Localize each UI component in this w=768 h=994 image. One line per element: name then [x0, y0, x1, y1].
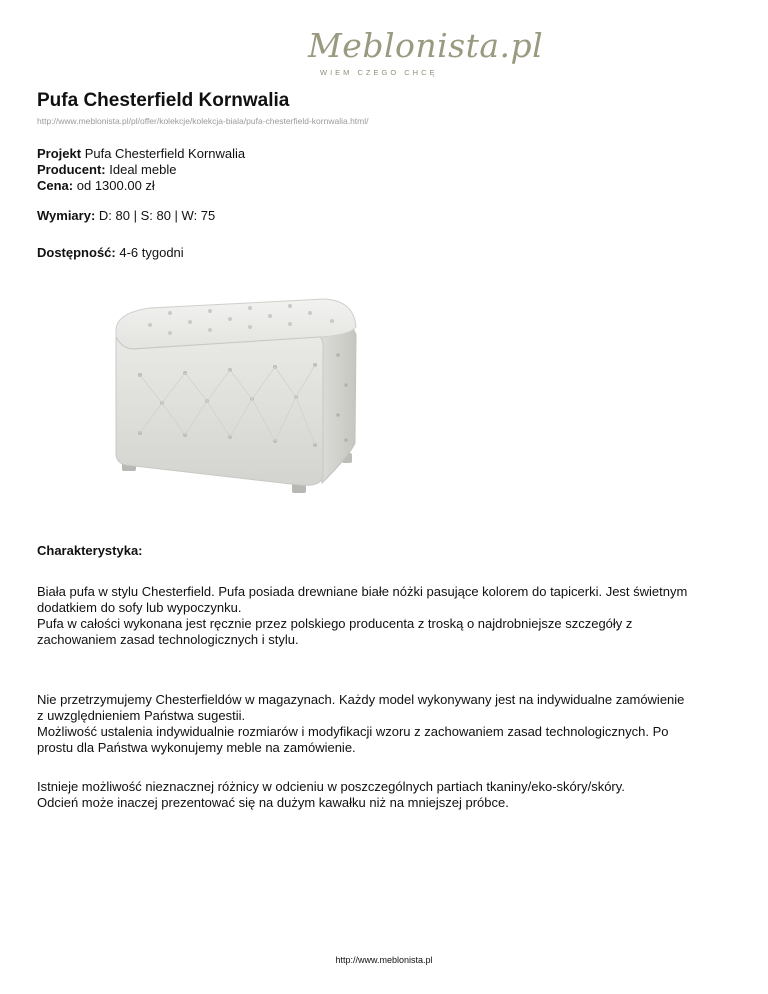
field-producent — [37, 162, 176, 178]
paragraph-line: Pufa w całości wykonana jest ręcznie przez polskiego producenta z troską o najdrobniejsze szczegóły z — [37, 616, 633, 631]
description-paragraph-1 — [37, 584, 737, 648]
value-wymiary: D: 80 | S: 80 | W: 75 — [98, 208, 216, 223]
value-dostepnosc: 4-6 tygodni — [119, 245, 184, 260]
page-title: Pufa Chesterfield Kornwalia — [37, 90, 290, 111]
label-wymiary: Wymiary: — [37, 208, 96, 223]
label-producent: Producent: — [37, 162, 106, 177]
logo-wordmark: Meblonista.pl — [308, 26, 544, 65]
paragraph-line: dodatkiem do sofy lub wypoczynku. — [37, 600, 242, 615]
label-cena: Cena: — [37, 178, 74, 193]
paragraph-line: Nie przetrzymujemy Chesterfieldów w magazynach. Każdy model wykonywany jest na indywidualne zamówienie — [37, 692, 685, 707]
meblonista-logo — [0, 26, 768, 82]
value-producent: Ideal meble — [109, 162, 177, 177]
footer-url[interactable]: http://www.meblonista.pl — [335, 955, 433, 965]
description-paragraph-2 — [37, 692, 737, 756]
product-url[interactable]: http://www.meblonista.pl/pl/offer/kolekcje/kolekcja-biala/pufa-chesterfield-kornwalia.html/ — [37, 116, 369, 126]
field-wymiary — [37, 208, 215, 224]
paragraph-line: Możliwość ustalenia indywidualnie rozmiarów i modyfikacji wzoru z zachowaniem zasad technologicznych. Po — [37, 724, 669, 739]
logo-tagline: WIEM CZEGO CHCĘ — [320, 68, 438, 77]
value-cena: od 1300.00 zł — [76, 178, 155, 193]
field-dostepnosc — [37, 245, 184, 261]
field-projekt — [37, 146, 245, 162]
paragraph-line: Biała pufa w stylu Chesterfield. Pufa posiada drewniane białe nóżki pasujące kolorem do tapicerki. Jest świetnym — [37, 584, 688, 599]
label-dostepnosc: Dostępność: — [37, 245, 116, 260]
field-cena — [37, 178, 155, 194]
paragraph-line: zachowaniem zasad technologicznych i stylu. — [37, 632, 299, 647]
description-paragraph-3 — [37, 779, 737, 811]
paragraph-line: Odcień może inaczej prezentować się na dużym kawałku niż na mniejszej próbce. — [37, 795, 509, 810]
product-image — [110, 275, 365, 500]
ottoman-front — [116, 337, 323, 485]
paragraph-line: Istnieje możliwość nieznacznej różnicy w odcieniu w poszczególnych partiach tkaniny/eko-skóry/skóry. — [37, 779, 625, 794]
paragraph-line: z uwzględnieniem Państwa sugestii. — [37, 708, 246, 723]
paragraph-line: prostu dla Państwa wykonujemy meble na zamówienie. — [37, 740, 356, 755]
label-projekt: Projekt — [37, 146, 82, 161]
characteristics-heading: Charakterystyka: — [37, 543, 143, 558]
value-projekt: Pufa Chesterfield Kornwalia — [84, 146, 246, 161]
